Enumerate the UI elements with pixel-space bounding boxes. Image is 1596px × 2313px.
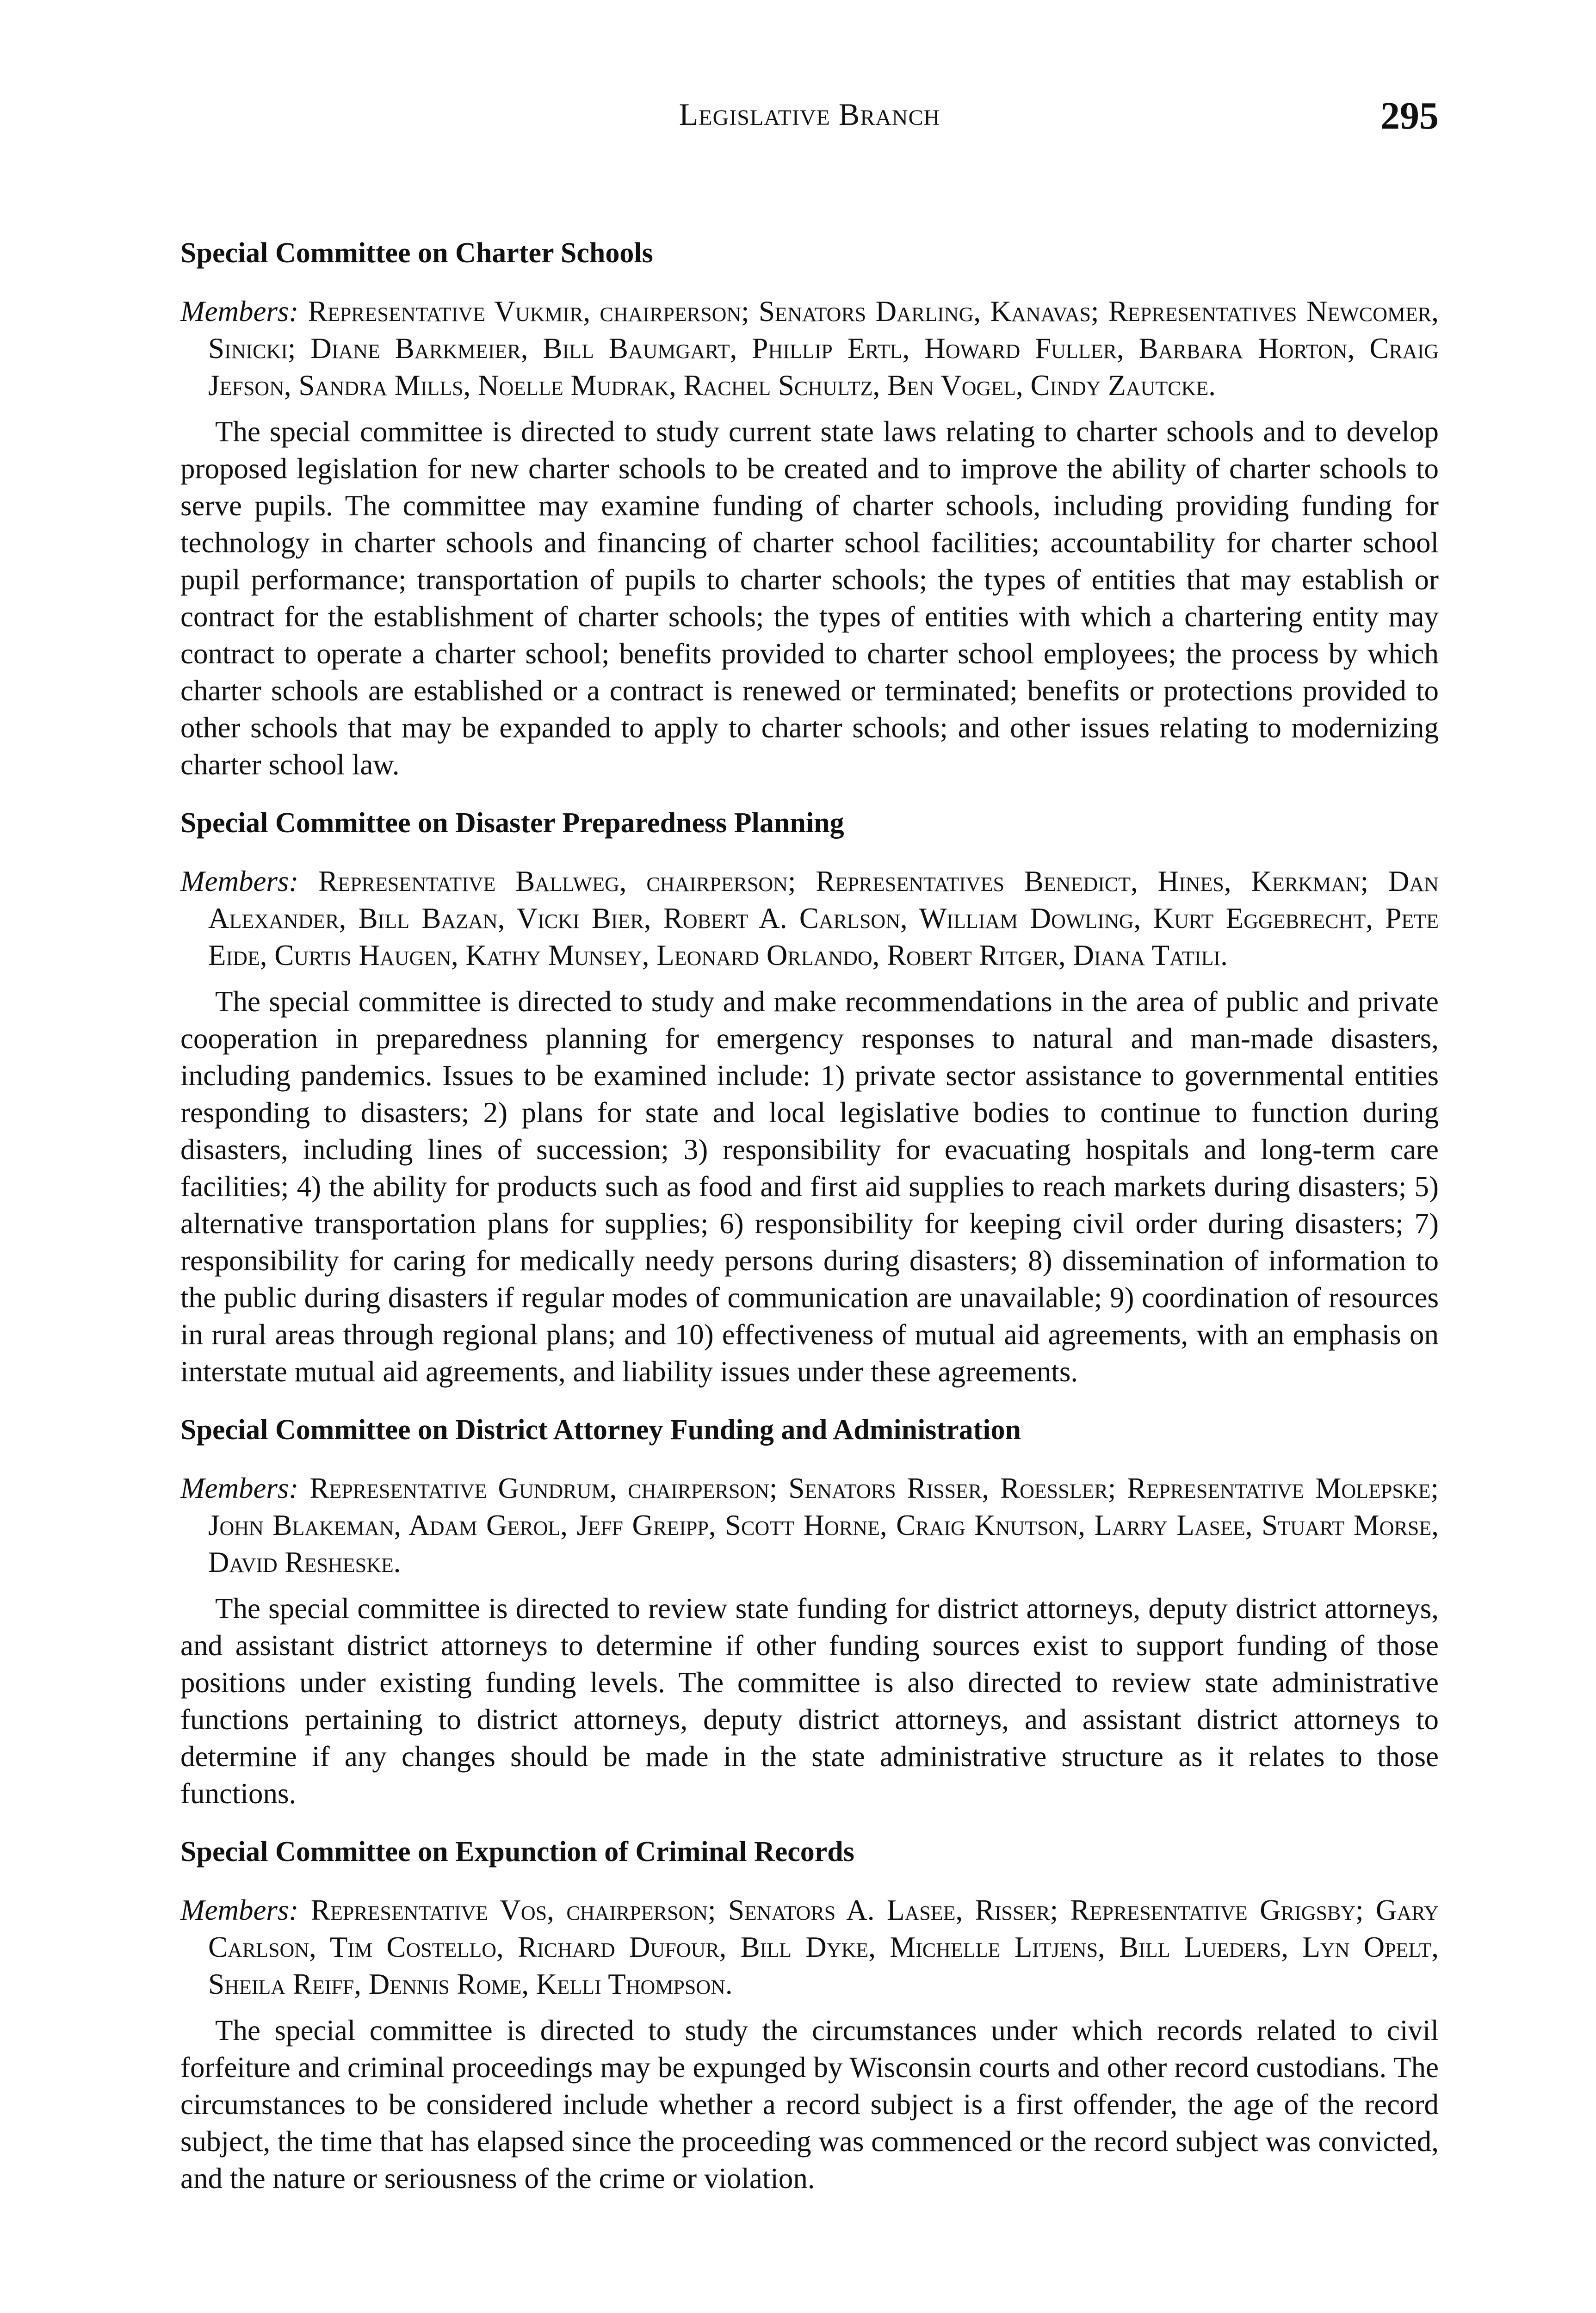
members-label: Members: <box>180 865 299 897</box>
running-title: Legislative Branch <box>679 97 940 132</box>
committee-description: The special committee is directed to study and make recommendations in the area of public and private cooperation in preparedness planning for emergency responses to natural and man-made disasters, including pandemics. Issues to be examined include: 1) private sector assistance to governmental entities responding to disasters; 2) plans for state and local legislative bodies to continue to function during disasters, including lines of succession; 3) responsibility for evacuating hospitals and long-term care facilities; 4) the ability for products such as food and first aid supplies to reach markets during disasters; 5) alternative transportation plans for supplies; 6) responsibility for keeping civil order during disasters; 7) responsibility for caring for medically needy persons during disasters; 8) dissemination of information to the public during disasters if regular modes of communication are unavailable; 9) coordination of resources in rural areas through regional plans; and 10) effectiveness of mutual aid agreements, with an emphasis on interstate mutual aid agreements, and liability issues under these agreements. <box>180 985 1439 1388</box>
members-label: Members: <box>180 1472 299 1504</box>
committee-section-expunction-criminal-records <box>180 1832 1439 2197</box>
committee-heading: Special Committee on Disaster Preparedness Planning <box>180 807 844 839</box>
committee-heading: Special Committee on District Attorney Funding and Administration <box>180 1414 1021 1446</box>
committee-section-charter-schools <box>180 234 1439 783</box>
committee-description: The special committee is directed to study current state laws relating to charter schools and to develop proposed legislation for new charter schools to be created and to improve the ability of charter schools to serve pupils. The committee may examine funding of charter schools, including providing funding for technology in charter schools and financing of charter school facilities; accountability for charter school pupil performance; transportation of pupils to charter schools; the types of entities that may establish or contract for the establishment of charter schools; the types of entities with which a chartering entity may contract to operate a charter school; benefits provided to charter school employees; the process by which charter schools are established or a contract is renewed or terminated; benefits or protections provided to other schools that may be expanded to apply to charter schools; and other issues relating to modernizing charter school law. <box>180 415 1439 781</box>
committee-description: The special committee is directed to review state funding for district attorneys, deputy district attorneys, and assistant district attorneys to determine if other funding sources exist to support funding of those positions under existing funding levels. The committee is also directed to review state administrative functions pertaining to district attorneys, deputy district attorneys, and assistant district attorneys to determine if any changes should be made in the state administrative structure as it relates to those functions. <box>180 1592 1439 1810</box>
committee-heading: Special Committee on Expunction of Criminal Records <box>180 1836 854 1868</box>
members-list: Representative Gundrum, chairperson; Senators Risser, Roessler; Representative Molepske; John Blakeman, Adam Gerol, Jeff Greipp, Scott Horne, Craig Knutson, Larry Lasee, Stuart Morse, David Resheske. <box>208 1472 1439 1578</box>
members-list: Representative Ballweg, chairperson; Representatives Benedict, Hines, Kerkman; Dan Alexander, Bill Bazan, Vicki Bier, Robert A. Carlson, William Dowling, Kurt Eggebrecht, Pete Eide, Curtis Haugen, Kathy Munsey, Leonard Orlando, Robert Ritger, Diana Tatili. <box>208 865 1439 971</box>
committee-section-disaster-preparedness <box>180 804 1439 1390</box>
members-label: Members: <box>180 1894 299 1926</box>
committee-heading: Special Committee on Charter Schools <box>180 237 653 269</box>
committee-members <box>180 863 1439 974</box>
members-list: Representative Vos, chairperson; Senators A. Lasee, Risser; Representative Grigsby; Gary Carlson, Tim Costello, Richard Dufour, Bill Dyke, Michelle Litjens, Bill Lueders, Lyn Opelt, Sheila Reiff, Dennis Rome, Kelli Thompson. <box>208 1894 1439 2000</box>
committee-members <box>180 1892 1439 2003</box>
committee-members <box>180 293 1439 404</box>
committee-members <box>180 1470 1439 1581</box>
members-list: Representative Vukmir, chairperson; Senators Darling, Kanavas; Representatives Newcomer, Sinicki; Diane Barkmeier, Bill Baumgart, Phillip Ertl, Howard Fuller, Barbara Horton, Craig Jefson, Sandra Mills, Noelle Mudrak, Rachel Schultz, Ben Vogel, Cindy Zautcke. <box>208 295 1439 402</box>
page-content <box>180 234 1439 2217</box>
page-number: 295 <box>1380 94 1439 137</box>
committee-section-district-attorney-funding <box>180 1410 1439 1812</box>
members-label: Members: <box>180 295 299 328</box>
committee-description: The special committee is directed to study the circumstances under which records related to civil forfeiture and criminal proceedings may be expunged by Wisconsin courts and other record custodians. The circumstances to be considered include whether a record subject is a first offender, the age of the record subject, the time that has elapsed since the proceeding was commenced or the record subject was convicted, and the nature or seriousness of the crime or violation. <box>180 2014 1439 2195</box>
running-header <box>180 96 1439 147</box>
